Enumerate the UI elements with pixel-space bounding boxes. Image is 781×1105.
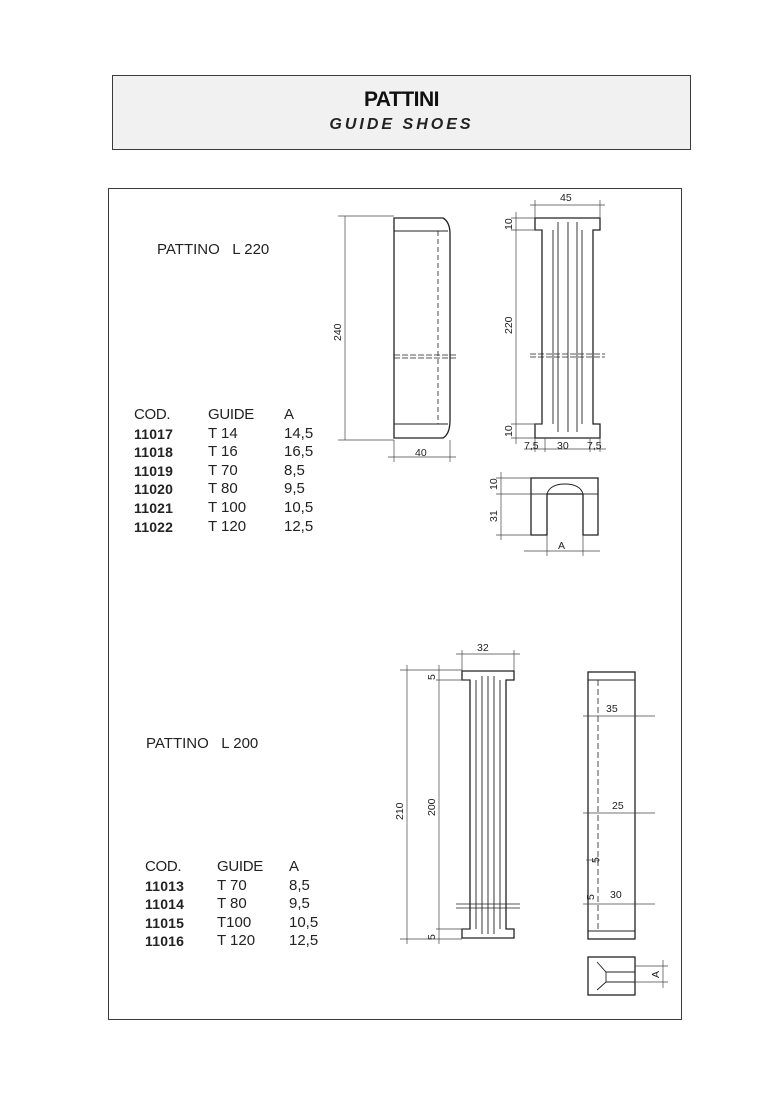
code-cell: 11020 [134, 481, 174, 498]
guide-cell: T 120 [217, 932, 256, 950]
guide-cell: T 16 [208, 443, 238, 461]
code-cell: 11017 [134, 425, 174, 442]
l220-dim-end-height: 31 [488, 510, 500, 522]
page-title: PATTINI [363, 88, 440, 111]
column-header-a: A [284, 406, 294, 423]
l220-dim-slot-width: 30 [557, 440, 569, 452]
column-header-code: COD. [134, 406, 171, 423]
l200-dim-flange-bottom: 5 [426, 934, 438, 940]
l200-end-view [588, 957, 635, 995]
a-cell: 12,5 [284, 517, 314, 535]
a-cell: 8,5 [289, 876, 310, 894]
a-cell: 12,5 [289, 932, 319, 950]
code-cell: 11016 [145, 933, 185, 950]
guide-cell: T100 [217, 913, 252, 931]
guide-cell: T 14 [208, 424, 238, 442]
l200-dim-body-height: 200 [426, 798, 438, 816]
l200-dim-hole-gap-2: 5 [585, 894, 597, 900]
l220-end-dimensions [496, 472, 600, 556]
a-cell: 14,5 [284, 424, 314, 442]
l220-dim-slot-label: A [558, 540, 566, 552]
guide-cell: T 70 [208, 461, 238, 479]
l220-dim-overall-height: 240 [332, 323, 344, 341]
l200-dim-hole-2: 25 [612, 800, 624, 812]
l200-dim-top-width: 32 [477, 642, 489, 654]
l200-dim-hole-gap: 5 [590, 857, 602, 863]
a-cell: 9,5 [289, 895, 310, 913]
l220-dim-flange-top: 10 [503, 218, 515, 230]
l220-front-dimensions [511, 200, 606, 452]
code-cell: 11019 [134, 462, 174, 479]
page-subtitle: GUIDE SHOES [329, 116, 474, 133]
l220-dim-front-width: 45 [560, 192, 572, 204]
l200-front-view [456, 671, 520, 938]
l200-dim-flange-top: 5 [426, 674, 438, 680]
l220-front-view [530, 218, 605, 438]
l220-dim-right-flange: 7,5 [587, 440, 602, 452]
section-title-l220: PATTINO L 220 [157, 241, 270, 258]
l200-dim-slot-label: A [650, 970, 662, 978]
column-header-guide: GUIDE [208, 406, 255, 423]
guide-cell: T 80 [217, 895, 247, 913]
l220-end-view [531, 478, 598, 535]
l200-dim-overall-height: 210 [394, 802, 406, 820]
guide-cell: T 100 [208, 498, 247, 516]
a-cell: 10,5 [289, 913, 319, 931]
l220-dim-flange-bottom: 10 [503, 425, 515, 437]
code-cell: 11021 [134, 499, 174, 516]
column-header-code: COD. [145, 858, 182, 875]
code-cell: 11018 [134, 444, 174, 461]
l200-dim-hole-3: 30 [610, 889, 622, 901]
column-header-guide: GUIDE [217, 858, 264, 875]
l220-dim-body-height: 220 [503, 316, 515, 334]
code-cell: 11014 [145, 896, 185, 913]
l220-dim-side-width: 40 [415, 447, 427, 459]
a-cell: 8,5 [284, 461, 305, 479]
l220-dim-top-depth: 10 [488, 478, 500, 490]
l200-dim-hole-1: 35 [606, 703, 618, 715]
code-cell: 11015 [145, 914, 185, 931]
section-title-l200: PATTINO L 200 [146, 735, 259, 752]
guide-cell: T 120 [208, 517, 247, 535]
l220-dim-left-flange: 7,5 [524, 440, 539, 452]
a-cell: 16,5 [284, 443, 314, 461]
a-cell: 9,5 [284, 480, 305, 498]
code-cell: 11013 [145, 877, 185, 894]
a-cell: 10,5 [284, 498, 314, 516]
l220-side-view [394, 218, 456, 438]
guide-cell: T 80 [208, 480, 238, 498]
l200-front-dimensions [400, 650, 520, 944]
column-header-a: A [289, 858, 299, 875]
code-cell: 11022 [134, 518, 174, 535]
guide-cell: T 70 [217, 876, 247, 894]
